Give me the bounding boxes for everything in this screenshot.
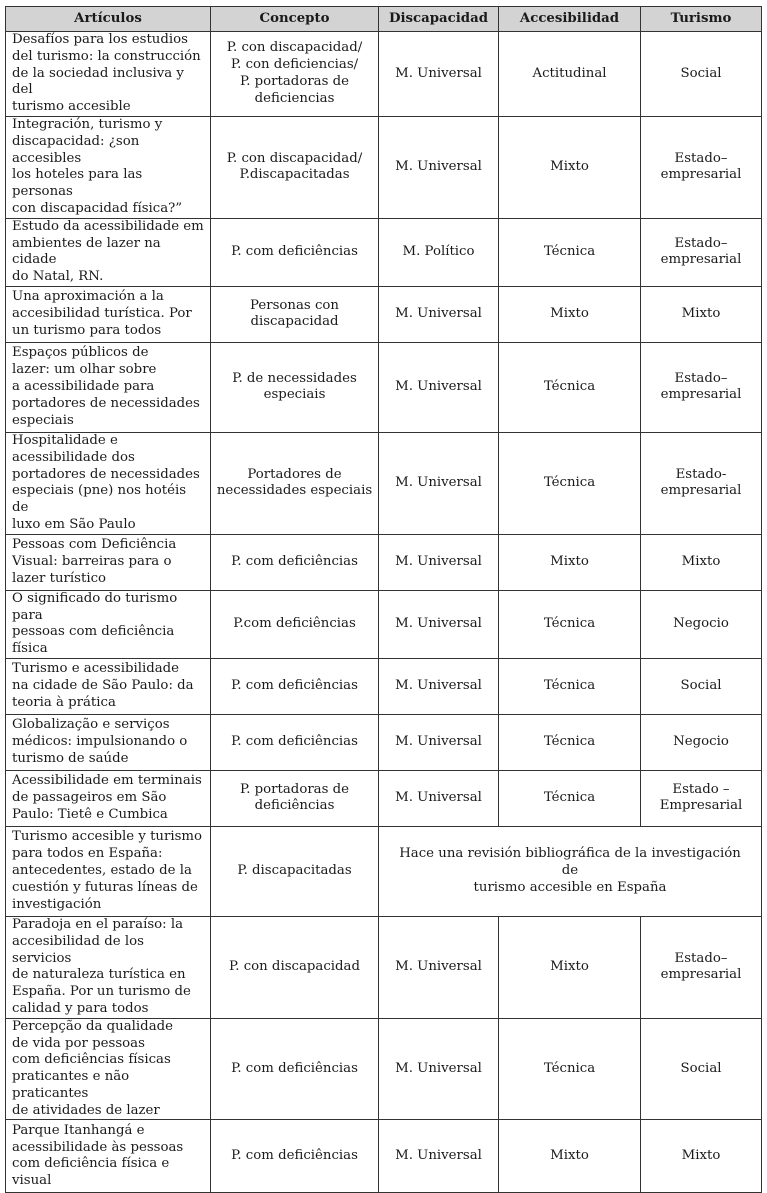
cell-concepto-text: P. discapacitadas (237, 863, 352, 879)
cell-concepto (211, 1018, 379, 1120)
cell-accesibilidad (499, 432, 641, 534)
cell-merged-note (379, 826, 762, 916)
cell-concepto-text: P. portadoras de deficiências (239, 781, 350, 814)
cell-articulo-text: Acessibilidade em terminais de passageiros em São Paulo: Tietê e Cumbica (12, 773, 202, 822)
cell-articulo (6, 714, 211, 770)
cell-accesibilidad (499, 916, 641, 1018)
cell-discapacidad-text: M. Universal (395, 306, 482, 322)
cell-turismo (641, 714, 762, 770)
cell-articulo-text: O significado do turismo para pessoas com deficiência física (12, 590, 178, 657)
cell-turismo-text: Estado– empresarial (660, 150, 742, 183)
cell-accesibilidad (499, 1120, 641, 1193)
cell-articulo (6, 1018, 211, 1120)
cell-concepto (211, 32, 379, 117)
cell-discapacidad-text: M. Universal (395, 379, 482, 395)
cell-turismo-text: Estado– empresarial (660, 370, 742, 403)
cell-turismo-text: Estado – Empresarial (659, 781, 743, 814)
cell-accesibilidad-text: Mixto (550, 553, 589, 569)
cell-accesibilidad-text: Técnica (543, 678, 596, 694)
cell-discapacidad-text: M. Universal (395, 1148, 482, 1164)
cell-articulo (6, 534, 211, 590)
table-row (6, 534, 762, 590)
cell-concepto (211, 770, 379, 826)
cell-discapacidad-text: M. Universal (395, 474, 482, 490)
cell-concepto-text: P. com deficiências (231, 553, 358, 569)
cell-concepto (211, 658, 379, 714)
cell-concepto-text: P. com deficiências (231, 1060, 358, 1076)
cell-discapacidad-text: M. Universal (395, 678, 482, 694)
cell-concepto (211, 714, 379, 770)
cell-discapacidad (379, 1120, 499, 1193)
cell-accesibilidad (499, 116, 641, 218)
cell-discapacidad-text: M. Universal (395, 734, 482, 750)
cell-articulo-text: Parque Itanhangá e acessibilidade às pessoas com deficiência física e visual (12, 1122, 184, 1189)
table-row (6, 1018, 762, 1120)
cell-accesibilidad (499, 770, 641, 826)
cell-turismo-text: Social (680, 65, 722, 81)
cell-turismo-text: Estado– empresarial (660, 235, 742, 268)
cell-articulo-text: Desafíos para los estudios del turismo: la construcción de la sociedad inclusiva y del turismo accesible (12, 32, 201, 115)
cell-concepto-text: P. de necessidades especiais (232, 370, 357, 403)
cell-discapacidad-text: M. Universal (395, 553, 482, 569)
cell-accesibilidad-text: Técnica (543, 1060, 596, 1076)
cell-articulo-text: Turismo accesible y turismo para todos en España: antecedentes, estado de la cuestión y futuras líneas de investigación (12, 829, 203, 912)
cell-turismo (641, 1018, 762, 1120)
cell-discapacidad-text: M. Político (402, 243, 475, 259)
table-row (6, 826, 762, 916)
cell-turismo-text: Mixto (681, 306, 721, 322)
cell-turismo-text: Estado– empresarial (660, 950, 742, 983)
cell-articulo (6, 916, 211, 1018)
cell-accesibilidad-text: Actitudinal (532, 65, 607, 81)
table-row (6, 116, 762, 218)
cell-concepto-text: P. com deficiências (231, 1148, 358, 1164)
cell-turismo-text: Mixto (681, 1148, 721, 1164)
articles-table (5, 6, 762, 1193)
cell-concepto (211, 342, 379, 432)
cell-concepto-text: Personas con discapacidad (250, 297, 339, 330)
cell-turismo (641, 590, 762, 658)
cell-accesibilidad-text: Mixto (550, 158, 589, 174)
cell-concepto-text: P. com deficiências (231, 243, 358, 259)
cell-discapacidad (379, 116, 499, 218)
table-row (6, 432, 762, 534)
cell-discapacidad (379, 1018, 499, 1120)
cell-discapacidad (379, 534, 499, 590)
cell-articulo (6, 342, 211, 432)
cell-discapacidad (379, 714, 499, 770)
cell-concepto-text: Portadores de necessidades especiais (216, 466, 373, 499)
cell-discapacidad (379, 286, 499, 342)
cell-accesibilidad (499, 342, 641, 432)
cell-articulo (6, 826, 211, 916)
header-turismo: Turismo (641, 7, 762, 32)
cell-discapacidad (379, 342, 499, 432)
cell-merged-note-text: Hace una revisión bibliográfica de la investigación de turismo accesible en España (399, 846, 741, 895)
cell-turismo (641, 1120, 762, 1193)
cell-concepto-text: P. com deficiências (231, 678, 358, 694)
header-articulos: Artículos (6, 7, 211, 32)
cell-discapacidad-text: M. Universal (395, 1060, 482, 1076)
table-row (6, 286, 762, 342)
cell-accesibilidad-text: Mixto (550, 306, 589, 322)
cell-concepto (211, 1120, 379, 1193)
cell-turismo (641, 218, 762, 286)
cell-turismo-text: Negocio (673, 615, 729, 631)
cell-discapacidad (379, 432, 499, 534)
cell-discapacidad-text: M. Universal (395, 615, 482, 631)
cell-turismo (641, 916, 762, 1018)
cell-turismo-text: Mixto (681, 553, 721, 569)
cell-concepto-text: P. con discapacidad/ P. con deficiencias/ P. portadoras de deficiencias (226, 40, 363, 106)
cell-articulo (6, 218, 211, 286)
table-row (6, 342, 762, 432)
table-row (6, 590, 762, 658)
header-accesibilidad: Accesibilidad (499, 7, 641, 32)
header-concepto: Concepto (211, 7, 379, 32)
cell-accesibilidad-text: Técnica (543, 734, 596, 750)
cell-concepto (211, 218, 379, 286)
cell-articulo (6, 286, 211, 342)
table-row (6, 32, 762, 117)
cell-articulo (6, 658, 211, 714)
cell-articulo (6, 32, 211, 117)
cell-articulo-text: Espaços públicos de lazer: um olhar sobre a acessibilidade para portadores de necessidades especiais (12, 345, 200, 428)
cell-articulo-text: Percepção da qualidade de vida por pessoas com deficiências físicas praticantes e não praticantes de atividades de lazer (12, 1018, 174, 1118)
cell-discapacidad (379, 916, 499, 1018)
cell-turismo (641, 32, 762, 117)
cell-discapacidad-text: M. Universal (395, 790, 482, 806)
cell-concepto (211, 286, 379, 342)
cell-concepto-text: P.com deficiências (233, 615, 356, 631)
cell-concepto (211, 116, 379, 218)
cell-concepto (211, 916, 379, 1018)
table-row (6, 916, 762, 1018)
header-row (6, 7, 762, 32)
cell-discapacidad-text: M. Universal (395, 65, 482, 81)
cell-turismo (641, 770, 762, 826)
cell-accesibilidad-text: Técnica (543, 615, 596, 631)
cell-articulo (6, 590, 211, 658)
cell-articulo (6, 1120, 211, 1193)
cell-accesibilidad (499, 286, 641, 342)
cell-articulo (6, 432, 211, 534)
cell-turismo-text: Estado- empresarial (660, 466, 742, 499)
header-discapacidad: Discapacidad (379, 7, 499, 32)
cell-discapacidad (379, 658, 499, 714)
cell-articulo-text: Una aproximación a la accesibilidad turística. Por un turismo para todos (12, 289, 192, 338)
cell-accesibilidad (499, 218, 641, 286)
cell-discapacidad (379, 590, 499, 658)
cell-accesibilidad-text: Mixto (550, 1148, 589, 1164)
cell-concepto-text: P. com deficiências (231, 734, 358, 750)
cell-concepto-text: P. con discapacidad (228, 958, 360, 974)
cell-turismo-text: Social (680, 678, 722, 694)
cell-articulo-text: Hospitalidade e acessibilidade dos portadores de necessidades especiais (pne) nos hotéis de luxo em São Paulo (12, 432, 200, 532)
cell-discapacidad (379, 218, 499, 286)
cell-accesibilidad (499, 534, 641, 590)
cell-discapacidad-text: M. Universal (395, 158, 482, 174)
table-row (6, 770, 762, 826)
table-row (6, 658, 762, 714)
cell-turismo-text: Negocio (673, 734, 729, 750)
table-row (6, 218, 762, 286)
cell-turismo (641, 116, 762, 218)
table-row (6, 1120, 762, 1193)
cell-articulo-text: Globalização e serviços médicos: impulsionando o turismo de saúde (12, 717, 188, 766)
cell-articulo-text: Paradoja en el paraíso: la accesibilidad de los servicios de naturaleza turística en España. Por un turismo de calidad y para todos (12, 916, 191, 1016)
cell-accesibilidad-text: Técnica (543, 379, 596, 395)
cell-turismo (641, 658, 762, 714)
cell-turismo (641, 286, 762, 342)
cell-concepto (211, 534, 379, 590)
cell-articulo-text: Estudo da acessibilidade em ambientes de lazer na cidade do Natal, RN. (12, 218, 204, 285)
cell-articulo-text: Integración, turismo y discapacidad: ¿son accesibles los hoteles para las personas con discapacidad física?” (12, 116, 183, 216)
cell-articulo (6, 770, 211, 826)
cell-accesibilidad-text: Mixto (550, 958, 589, 974)
table-row (6, 714, 762, 770)
cell-turismo-text: Social (680, 1060, 722, 1076)
cell-accesibilidad (499, 714, 641, 770)
cell-turismo (641, 432, 762, 534)
cell-discapacidad (379, 770, 499, 826)
cell-accesibilidad-text: Técnica (543, 243, 596, 259)
cell-accesibilidad (499, 32, 641, 117)
cell-accesibilidad-text: Técnica (543, 790, 596, 806)
cell-turismo (641, 534, 762, 590)
cell-concepto (211, 826, 379, 916)
cell-turismo (641, 342, 762, 432)
cell-concepto (211, 590, 379, 658)
cell-articulo-text: Turismo e acessibilidade na cidade de São Paulo: da teoria à prática (12, 661, 194, 710)
cell-concepto-text: P. con discapacidad/ P.discapacitadas (226, 150, 363, 183)
cell-articulo-text: Pessoas com Deficiência Visual: barreiras para o lazer turístico (12, 537, 177, 586)
cell-accesibilidad (499, 658, 641, 714)
cell-articulo (6, 116, 211, 218)
cell-discapacidad-text: M. Universal (395, 958, 482, 974)
cell-accesibilidad (499, 590, 641, 658)
cell-accesibilidad (499, 1018, 641, 1120)
cell-concepto (211, 432, 379, 534)
cell-discapacidad (379, 32, 499, 117)
cell-accesibilidad-text: Técnica (543, 474, 596, 490)
